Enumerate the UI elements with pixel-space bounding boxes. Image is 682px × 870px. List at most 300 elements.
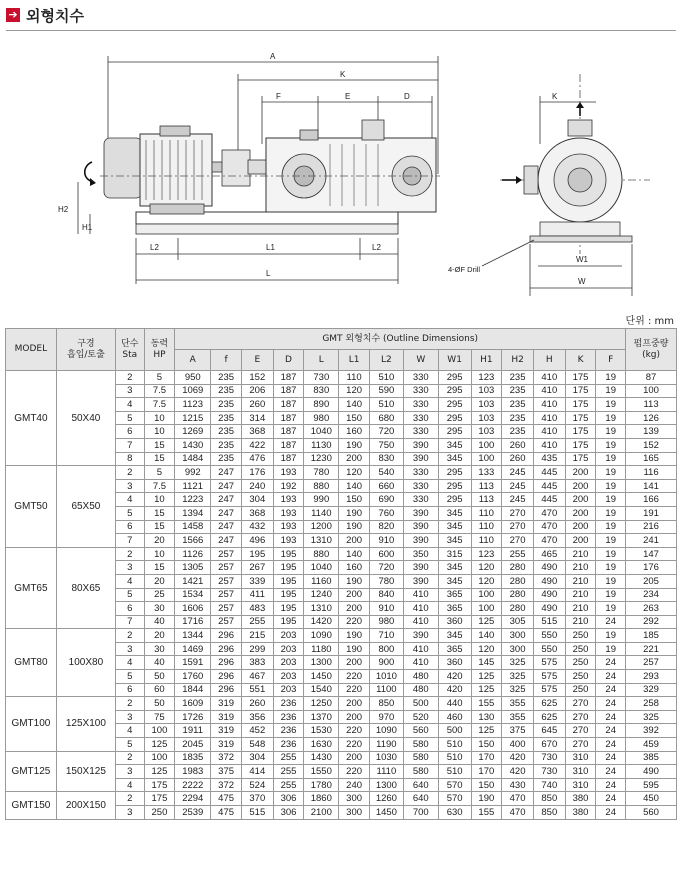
table-cell: 1458 bbox=[175, 520, 211, 534]
table-cell: 575 bbox=[533, 670, 565, 684]
col-header-l1: L1 bbox=[339, 350, 370, 371]
table-cell: 240 bbox=[241, 479, 273, 493]
dim-label-k: K bbox=[340, 70, 346, 79]
table-cell: 4 bbox=[116, 724, 145, 738]
dim-label-a: A bbox=[270, 52, 276, 61]
table-cell: 24 bbox=[596, 778, 626, 792]
table-cell: 304 bbox=[241, 751, 273, 765]
table-cell: 3 bbox=[116, 561, 145, 575]
table-cell: 6 bbox=[116, 602, 145, 616]
table-cell: 452 bbox=[241, 724, 273, 738]
model-cell: GMT50 bbox=[6, 466, 57, 548]
table-cell: 410 bbox=[403, 588, 438, 602]
table-cell: 187 bbox=[273, 425, 304, 439]
table-cell: 575 bbox=[533, 656, 565, 670]
dim-label-l: L bbox=[266, 269, 271, 278]
table-cell: 780 bbox=[304, 466, 339, 480]
table-cell: 1010 bbox=[369, 670, 403, 684]
bore-cell: 100X80 bbox=[56, 629, 115, 697]
table-cell: 220 bbox=[339, 765, 370, 779]
outline-drawing bbox=[0, 34, 682, 304]
table-cell: 1121 bbox=[175, 479, 211, 493]
table-cell: 195 bbox=[273, 547, 304, 561]
table-cell: 257 bbox=[211, 588, 242, 602]
table-cell: 245 bbox=[502, 479, 534, 493]
table-cell: 2222 bbox=[175, 778, 211, 792]
table-cell: 145 bbox=[471, 656, 502, 670]
table-cell: 200 bbox=[339, 588, 370, 602]
table-cell: 176 bbox=[241, 466, 273, 480]
dim-label-l1: L1 bbox=[266, 243, 275, 252]
table-cell: 580 bbox=[403, 751, 438, 765]
table-cell: 1160 bbox=[304, 574, 339, 588]
table-cell: 445 bbox=[533, 466, 565, 480]
table-cell: 580 bbox=[403, 738, 438, 752]
table-cell: 236 bbox=[273, 724, 304, 738]
table-cell: 330 bbox=[403, 398, 438, 412]
table-row bbox=[6, 466, 677, 480]
table-cell: 216 bbox=[626, 520, 677, 534]
table-cell: 260 bbox=[241, 398, 273, 412]
table-cell: 2 bbox=[116, 629, 145, 643]
col-header-weight: 펌프중량 (kg) bbox=[626, 329, 677, 371]
table-cell: 2 bbox=[116, 547, 145, 561]
table-cell: 205 bbox=[626, 574, 677, 588]
table-cell: 195 bbox=[273, 588, 304, 602]
table-cell: 24 bbox=[596, 683, 626, 697]
table-cell: 990 bbox=[304, 493, 339, 507]
table-cell: 445 bbox=[533, 493, 565, 507]
table-cell: 125 bbox=[471, 683, 502, 697]
table-cell: 720 bbox=[369, 561, 403, 575]
table-cell: 500 bbox=[438, 724, 471, 738]
table-cell: 19 bbox=[596, 520, 626, 534]
table-cell: 850 bbox=[533, 806, 565, 820]
table-cell: 24 bbox=[596, 724, 626, 738]
table-cell: 110 bbox=[471, 506, 502, 520]
table-cell: 7.5 bbox=[144, 398, 175, 412]
table-cell: 260 bbox=[502, 452, 534, 466]
table-cell: 510 bbox=[438, 765, 471, 779]
table-cell: 270 bbox=[565, 697, 596, 711]
table-cell: 295 bbox=[438, 493, 471, 507]
table-cell: 10 bbox=[144, 425, 175, 439]
table-cell: 3 bbox=[116, 384, 145, 398]
table-cell: 100 bbox=[471, 438, 502, 452]
table-cell: 540 bbox=[369, 466, 403, 480]
bore-cell: 65X50 bbox=[56, 466, 115, 548]
table-cell: 187 bbox=[273, 371, 304, 385]
table-cell: 1450 bbox=[369, 806, 403, 820]
table-cell: 365 bbox=[438, 642, 471, 656]
table-cell: 247 bbox=[211, 493, 242, 507]
table-cell: 175 bbox=[565, 425, 596, 439]
table-cell: 410 bbox=[533, 438, 565, 452]
table-cell: 300 bbox=[502, 642, 534, 656]
table-cell: 235 bbox=[502, 384, 534, 398]
table-cell: 400 bbox=[502, 738, 534, 752]
table-cell: 551 bbox=[241, 683, 273, 697]
table-cell: 200 bbox=[565, 534, 596, 548]
table-cell: 515 bbox=[241, 806, 273, 820]
table-cell: 480 bbox=[403, 670, 438, 684]
table-cell: 191 bbox=[626, 506, 677, 520]
table-cell: 123 bbox=[471, 547, 502, 561]
table-cell: 300 bbox=[339, 806, 370, 820]
table-cell: 4 bbox=[116, 574, 145, 588]
table-cell: 103 bbox=[471, 398, 502, 412]
table-cell: 1260 bbox=[369, 792, 403, 806]
table-cell: 19 bbox=[596, 534, 626, 548]
table-cell: 270 bbox=[502, 534, 534, 548]
table-cell: 330 bbox=[403, 493, 438, 507]
table-cell: 235 bbox=[211, 398, 242, 412]
table-cell: 190 bbox=[471, 792, 502, 806]
table-cell: 280 bbox=[502, 588, 534, 602]
table-cell: 75 bbox=[144, 710, 175, 724]
table-cell: 590 bbox=[369, 384, 403, 398]
table-cell: 1305 bbox=[175, 561, 211, 575]
table-cell: 1780 bbox=[304, 778, 339, 792]
table-cell: 319 bbox=[211, 738, 242, 752]
table-cell: 60 bbox=[144, 683, 175, 697]
table-cell: 195 bbox=[273, 615, 304, 629]
table-cell: 2 bbox=[116, 371, 145, 385]
table-cell: 660 bbox=[369, 479, 403, 493]
section-title-text: 외형치수 bbox=[26, 6, 84, 25]
table-cell: 575 bbox=[533, 683, 565, 697]
table-cell: 345 bbox=[438, 629, 471, 643]
table-cell: 306 bbox=[273, 792, 304, 806]
table-cell: 200 bbox=[339, 602, 370, 616]
table-cell: 390 bbox=[403, 452, 438, 466]
table-cell: 187 bbox=[273, 452, 304, 466]
table-cell: 2294 bbox=[175, 792, 211, 806]
table-cell: 200 bbox=[565, 479, 596, 493]
table-row bbox=[6, 751, 677, 765]
table-cell: 24 bbox=[596, 751, 626, 765]
table-cell: 524 bbox=[241, 778, 273, 792]
table-cell: 5 bbox=[116, 411, 145, 425]
table-cell: 490 bbox=[533, 602, 565, 616]
table-cell: 24 bbox=[596, 670, 626, 684]
table-cell: 1534 bbox=[175, 588, 211, 602]
table-cell: 392 bbox=[626, 724, 677, 738]
table-cell: 1250 bbox=[304, 697, 339, 711]
dim-label-h2: H2 bbox=[58, 205, 69, 214]
table-cell: 155 bbox=[471, 697, 502, 711]
table-cell: 410 bbox=[403, 656, 438, 670]
outline-dimensions-table bbox=[5, 328, 677, 820]
table-cell: 780 bbox=[369, 574, 403, 588]
table-cell: 325 bbox=[626, 710, 677, 724]
table-cell: 10 bbox=[144, 411, 175, 425]
table-cell: 365 bbox=[438, 602, 471, 616]
table-cell: 3 bbox=[116, 710, 145, 724]
table-cell: 6 bbox=[116, 425, 145, 439]
table-cell: 247 bbox=[211, 466, 242, 480]
table-cell: 440 bbox=[438, 697, 471, 711]
table-cell: 19 bbox=[596, 371, 626, 385]
table-cell: 221 bbox=[626, 642, 677, 656]
dim-label-k-side: K bbox=[552, 92, 558, 101]
table-row bbox=[6, 629, 677, 643]
table-cell: 690 bbox=[369, 493, 403, 507]
table-cell: 100 bbox=[144, 724, 175, 738]
table-cell: 140 bbox=[339, 547, 370, 561]
table-cell: 296 bbox=[211, 629, 242, 643]
table-cell: 2045 bbox=[175, 738, 211, 752]
table-cell: 295 bbox=[438, 371, 471, 385]
table-cell: 25 bbox=[144, 588, 175, 602]
table-cell: 87 bbox=[626, 371, 677, 385]
col-header-h: H bbox=[533, 350, 565, 371]
table-cell: 490 bbox=[533, 588, 565, 602]
table-cell: 630 bbox=[438, 806, 471, 820]
discharge-arrow-icon bbox=[576, 102, 584, 108]
table-cell: 1983 bbox=[175, 765, 211, 779]
table-cell: 19 bbox=[596, 574, 626, 588]
table-cell: 126 bbox=[626, 411, 677, 425]
table-cell: 295 bbox=[438, 479, 471, 493]
table-cell: 1126 bbox=[175, 547, 211, 561]
table-cell: 390 bbox=[403, 574, 438, 588]
table-cell: 187 bbox=[273, 411, 304, 425]
table-cell: 470 bbox=[533, 520, 565, 534]
table-cell: 141 bbox=[626, 479, 677, 493]
col-header-k: K bbox=[565, 350, 596, 371]
table-cell: 490 bbox=[626, 765, 677, 779]
col-header-h1: H1 bbox=[471, 350, 502, 371]
table-cell: 19 bbox=[596, 425, 626, 439]
table-cell: 235 bbox=[211, 438, 242, 452]
table-cell: 190 bbox=[339, 438, 370, 452]
drill-label: 4-ØF Drill bbox=[448, 265, 481, 274]
table-cell: 280 bbox=[502, 602, 534, 616]
model-cell: GMT40 bbox=[6, 371, 57, 466]
table-cell: 15 bbox=[144, 452, 175, 466]
table-cell: 350 bbox=[403, 547, 438, 561]
model-cell: GMT100 bbox=[6, 697, 57, 751]
table-cell: 200 bbox=[339, 697, 370, 711]
table-cell: 195 bbox=[273, 561, 304, 575]
table-cell: 19 bbox=[596, 438, 626, 452]
motor-body bbox=[140, 134, 212, 206]
table-cell: 15 bbox=[144, 520, 175, 534]
table-cell: 100 bbox=[144, 751, 175, 765]
table-cell: 390 bbox=[403, 506, 438, 520]
table-cell: 390 bbox=[403, 438, 438, 452]
table-cell: 580 bbox=[403, 765, 438, 779]
table-cell: 190 bbox=[339, 642, 370, 656]
table-cell: 1130 bbox=[304, 438, 339, 452]
table-cell: 319 bbox=[211, 697, 242, 711]
table-cell: 3 bbox=[116, 765, 145, 779]
table-cell: 175 bbox=[565, 384, 596, 398]
table-cell: 1110 bbox=[369, 765, 403, 779]
table-cell: 193 bbox=[273, 534, 304, 548]
table-cell: 200 bbox=[339, 656, 370, 670]
table-cell: 1530 bbox=[304, 724, 339, 738]
table-cell: 330 bbox=[403, 479, 438, 493]
table-cell: 1630 bbox=[304, 738, 339, 752]
table-cell: 100 bbox=[471, 452, 502, 466]
table-cell: 19 bbox=[596, 466, 626, 480]
table-cell: 640 bbox=[403, 778, 438, 792]
table-cell: 1230 bbox=[304, 452, 339, 466]
dim-label-f: F bbox=[276, 92, 281, 101]
table-cell: 30 bbox=[144, 602, 175, 616]
table-cell: 390 bbox=[403, 534, 438, 548]
table-cell: 15 bbox=[144, 506, 175, 520]
table-cell: 475 bbox=[211, 806, 242, 820]
col-header-a: A bbox=[175, 350, 211, 371]
table-cell: 15 bbox=[144, 438, 175, 452]
table-cell: 100 bbox=[471, 588, 502, 602]
table-cell: 1300 bbox=[369, 778, 403, 792]
table-cell: 200 bbox=[565, 506, 596, 520]
table-cell: 510 bbox=[438, 751, 471, 765]
table-cell: 830 bbox=[304, 384, 339, 398]
table-cell: 247 bbox=[211, 506, 242, 520]
table-cell: 330 bbox=[403, 371, 438, 385]
table-cell: 175 bbox=[144, 778, 175, 792]
bore-cell: 150X125 bbox=[56, 751, 115, 792]
table-cell: 319 bbox=[211, 724, 242, 738]
table-cell: 640 bbox=[403, 792, 438, 806]
table-cell: 250 bbox=[565, 683, 596, 697]
table-cell: 510 bbox=[438, 738, 471, 752]
table-row bbox=[6, 697, 677, 711]
table-cell: 370 bbox=[241, 792, 273, 806]
table-cell: 187 bbox=[273, 438, 304, 452]
table-cell: 235 bbox=[211, 425, 242, 439]
table-cell: 625 bbox=[533, 710, 565, 724]
table-cell: 910 bbox=[369, 602, 403, 616]
table-row bbox=[6, 371, 677, 385]
table-cell: 270 bbox=[502, 506, 534, 520]
coupling bbox=[222, 150, 250, 186]
table-cell: 8 bbox=[116, 452, 145, 466]
table-cell: 147 bbox=[626, 547, 677, 561]
table-cell: 220 bbox=[339, 738, 370, 752]
table-cell: 420 bbox=[438, 670, 471, 684]
table-cell: 24 bbox=[596, 710, 626, 724]
table-cell: 500 bbox=[403, 697, 438, 711]
table-cell: 410 bbox=[533, 425, 565, 439]
table-cell: 2 bbox=[116, 697, 145, 711]
table-cell: 300 bbox=[502, 629, 534, 643]
table-cell: 200 bbox=[565, 493, 596, 507]
table-cell: 411 bbox=[241, 588, 273, 602]
table-cell: 570 bbox=[438, 792, 471, 806]
table-cell: 19 bbox=[596, 642, 626, 656]
table-cell: 5 bbox=[116, 738, 145, 752]
table-cell: 1040 bbox=[304, 425, 339, 439]
table-cell: 1344 bbox=[175, 629, 211, 643]
table-cell: 390 bbox=[403, 561, 438, 575]
col-header-model: MODEL bbox=[6, 329, 57, 371]
table-cell: 1269 bbox=[175, 425, 211, 439]
table-cell: 15 bbox=[144, 561, 175, 575]
table-cell: 1090 bbox=[369, 724, 403, 738]
table-cell: 125 bbox=[471, 670, 502, 684]
table-cell: 295 bbox=[438, 425, 471, 439]
table-cell: 20 bbox=[144, 534, 175, 548]
table-cell: 293 bbox=[626, 670, 677, 684]
table-cell: 5 bbox=[144, 371, 175, 385]
table-cell: 410 bbox=[403, 642, 438, 656]
table-cell: 210 bbox=[565, 574, 596, 588]
table-cell: 19 bbox=[596, 411, 626, 425]
table-cell: 139 bbox=[626, 425, 677, 439]
table-cell: 410 bbox=[533, 371, 565, 385]
table-cell: 195 bbox=[273, 574, 304, 588]
dim-label-w1: W1 bbox=[576, 255, 588, 264]
table-cell: 390 bbox=[403, 629, 438, 643]
table-cell: 1860 bbox=[304, 792, 339, 806]
table-cell: 125 bbox=[144, 765, 175, 779]
table-cell: 175 bbox=[565, 398, 596, 412]
table-cell: 410 bbox=[533, 398, 565, 412]
table-cell: 510 bbox=[369, 371, 403, 385]
table-cell: 483 bbox=[241, 602, 273, 616]
table-cell: 263 bbox=[626, 602, 677, 616]
table-cell: 236 bbox=[273, 710, 304, 724]
table-cell: 710 bbox=[369, 629, 403, 643]
table-cell: 100 bbox=[626, 384, 677, 398]
table-cell: 24 bbox=[596, 656, 626, 670]
table-cell: 2 bbox=[116, 466, 145, 480]
table-cell: 304 bbox=[241, 493, 273, 507]
table-cell: 368 bbox=[241, 506, 273, 520]
table-cell: 120 bbox=[339, 466, 370, 480]
table-cell: 203 bbox=[273, 670, 304, 684]
table-cell: 250 bbox=[565, 642, 596, 656]
table-cell: 113 bbox=[471, 479, 502, 493]
bore-cell: 80X65 bbox=[56, 547, 115, 629]
table-cell: 250 bbox=[565, 656, 596, 670]
table-cell: 270 bbox=[502, 520, 534, 534]
table-cell: 4 bbox=[116, 398, 145, 412]
table-cell: 992 bbox=[175, 466, 211, 480]
table-cell: 383 bbox=[241, 656, 273, 670]
table-cell: 150 bbox=[339, 493, 370, 507]
table-cell: 250 bbox=[565, 629, 596, 643]
table-cell: 1240 bbox=[304, 588, 339, 602]
table-cell: 19 bbox=[596, 602, 626, 616]
table-cell: 750 bbox=[369, 438, 403, 452]
table-cell: 850 bbox=[369, 697, 403, 711]
table-cell: 670 bbox=[533, 738, 565, 752]
table-cell: 470 bbox=[533, 506, 565, 520]
col-header-w1: W1 bbox=[438, 350, 471, 371]
table-cell: 490 bbox=[533, 574, 565, 588]
table-cell: 1550 bbox=[304, 765, 339, 779]
table-cell: 210 bbox=[565, 588, 596, 602]
table-cell: 305 bbox=[502, 615, 534, 629]
table-cell: 4 bbox=[116, 493, 145, 507]
table-cell: 1844 bbox=[175, 683, 211, 697]
table-cell: 247 bbox=[211, 479, 242, 493]
table-cell: 950 bbox=[175, 371, 211, 385]
table-cell: 520 bbox=[403, 710, 438, 724]
col-header-power: 동력 HP bbox=[144, 329, 175, 371]
dim-label-d: D bbox=[404, 92, 410, 101]
table-cell: 235 bbox=[211, 411, 242, 425]
table-cell: 410 bbox=[533, 411, 565, 425]
table-cell: 50 bbox=[144, 670, 175, 684]
